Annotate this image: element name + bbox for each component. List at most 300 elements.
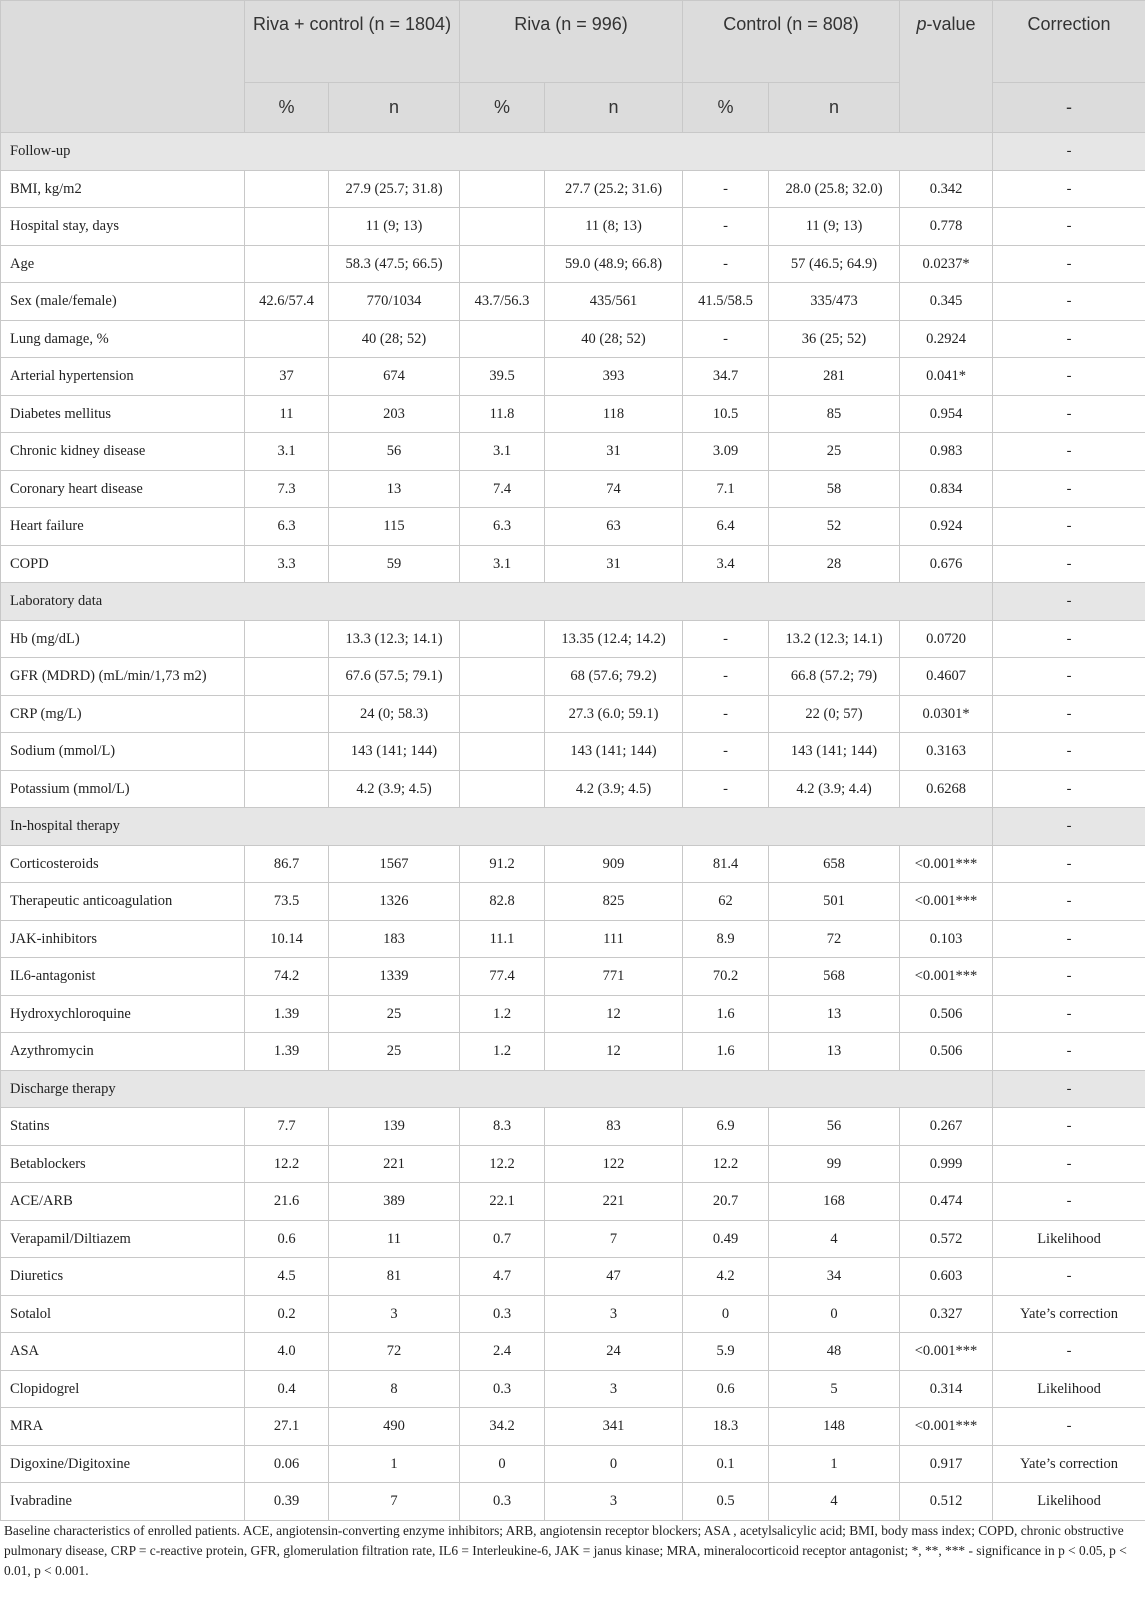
combined-n-cell: 7 bbox=[329, 1483, 460, 1521]
control-percent-cell: 81.4 bbox=[683, 845, 769, 883]
pvalue-cell: 0.506 bbox=[900, 995, 993, 1033]
riva-percent-cell: 3.1 bbox=[460, 545, 545, 583]
row-label: Digoxine/Digitoxine bbox=[1, 1445, 245, 1483]
row-label: Hb (mg/dL) bbox=[1, 620, 245, 658]
table-row bbox=[1, 1445, 1145, 1483]
control-n-cell: 58 bbox=[769, 470, 900, 508]
combined-n-cell: 143 (141; 144) bbox=[329, 733, 460, 771]
correction-cell: - bbox=[993, 1183, 1145, 1221]
pvalue-cell: 0.6268 bbox=[900, 770, 993, 808]
control-n-cell: 36 (25; 52) bbox=[769, 320, 900, 358]
control-n-cell: 11 (9; 13) bbox=[769, 208, 900, 246]
combined-percent-cell: 0.2 bbox=[245, 1295, 329, 1333]
correction-cell: - bbox=[993, 170, 1145, 208]
pvalue-cell: 0.267 bbox=[900, 1108, 993, 1146]
riva-n-cell: 63 bbox=[545, 508, 683, 546]
section-row bbox=[1, 1070, 1145, 1108]
table-row bbox=[1, 1183, 1145, 1221]
riva-percent-cell bbox=[460, 620, 545, 658]
header-blank-cell bbox=[1, 1, 245, 133]
correction-cell: - bbox=[993, 433, 1145, 471]
row-label: Betablockers bbox=[1, 1145, 245, 1183]
combined-percent-cell: 6.3 bbox=[245, 508, 329, 546]
row-label: JAK-inhibitors bbox=[1, 920, 245, 958]
header-pvalue-rest: -value bbox=[926, 14, 976, 34]
combined-n-cell: 389 bbox=[329, 1183, 460, 1221]
subheader-percent: % bbox=[460, 83, 545, 133]
control-n-cell: 13 bbox=[769, 995, 900, 1033]
control-percent-cell: 3.4 bbox=[683, 545, 769, 583]
control-percent-cell: 70.2 bbox=[683, 958, 769, 996]
row-label: Hydroxychloroquine bbox=[1, 995, 245, 1033]
riva-n-cell: 27.7 (25.2; 31.6) bbox=[545, 170, 683, 208]
correction-cell: - bbox=[993, 658, 1145, 696]
pvalue-cell: 0.0237* bbox=[900, 245, 993, 283]
riva-percent-cell: 1.2 bbox=[460, 995, 545, 1033]
riva-percent-cell: 39.5 bbox=[460, 358, 545, 396]
pvalue-cell: 0.954 bbox=[900, 395, 993, 433]
correction-cell: - bbox=[993, 283, 1145, 321]
riva-n-cell: 909 bbox=[545, 845, 683, 883]
combined-percent-cell: 0.06 bbox=[245, 1445, 329, 1483]
riva-n-cell: 143 (141; 144) bbox=[545, 733, 683, 771]
control-percent-cell: 8.9 bbox=[683, 920, 769, 958]
correction-cell: - bbox=[993, 320, 1145, 358]
combined-n-cell: 770/1034 bbox=[329, 283, 460, 321]
row-label: Sex (male/female) bbox=[1, 283, 245, 321]
control-n-cell: 56 bbox=[769, 1108, 900, 1146]
row-label: CRP (mg/L) bbox=[1, 695, 245, 733]
riva-n-cell: 74 bbox=[545, 470, 683, 508]
riva-percent-cell: 11.1 bbox=[460, 920, 545, 958]
riva-percent-cell: 77.4 bbox=[460, 958, 545, 996]
combined-percent-cell: 4.0 bbox=[245, 1333, 329, 1371]
riva-percent-cell: 0 bbox=[460, 1445, 545, 1483]
section-row bbox=[1, 133, 1145, 171]
control-n-cell: 57 (46.5; 64.9) bbox=[769, 245, 900, 283]
control-percent-cell: - bbox=[683, 733, 769, 771]
correction-cell: - bbox=[993, 920, 1145, 958]
table-row bbox=[1, 208, 1145, 246]
pvalue-cell: 0.4607 bbox=[900, 658, 993, 696]
control-percent-cell: - bbox=[683, 245, 769, 283]
combined-n-cell: 139 bbox=[329, 1108, 460, 1146]
correction-cell: - bbox=[993, 1258, 1145, 1296]
pvalue-cell: 0.603 bbox=[900, 1258, 993, 1296]
control-n-cell: 25 bbox=[769, 433, 900, 471]
combined-n-cell: 674 bbox=[329, 358, 460, 396]
pvalue-cell: 0.327 bbox=[900, 1295, 993, 1333]
combined-percent-cell: 7.3 bbox=[245, 470, 329, 508]
subheader-n: n bbox=[545, 83, 683, 133]
table-row bbox=[1, 395, 1145, 433]
riva-n-cell: 83 bbox=[545, 1108, 683, 1146]
section-heading: Discharge therapy bbox=[1, 1070, 993, 1108]
correction-cell: - bbox=[993, 583, 1145, 621]
table-row bbox=[1, 170, 1145, 208]
combined-n-cell: 72 bbox=[329, 1333, 460, 1371]
control-percent-cell: - bbox=[683, 695, 769, 733]
table-row bbox=[1, 1108, 1145, 1146]
control-n-cell: 658 bbox=[769, 845, 900, 883]
table-row bbox=[1, 958, 1145, 996]
table-body bbox=[1, 133, 1145, 1521]
row-label: GFR (MDRD) (mL/min/1,73 m2) bbox=[1, 658, 245, 696]
combined-percent-cell: 73.5 bbox=[245, 883, 329, 921]
combined-n-cell: 4.2 (3.9; 4.5) bbox=[329, 770, 460, 808]
combined-n-cell: 81 bbox=[329, 1258, 460, 1296]
combined-percent-cell bbox=[245, 208, 329, 246]
riva-n-cell: 111 bbox=[545, 920, 683, 958]
pvalue-cell: 0.512 bbox=[900, 1483, 993, 1521]
correction-cell: - bbox=[993, 695, 1145, 733]
subheader-percent: % bbox=[245, 83, 329, 133]
table-row bbox=[1, 1033, 1145, 1071]
pvalue-cell: 0.345 bbox=[900, 283, 993, 321]
riva-n-cell: 47 bbox=[545, 1258, 683, 1296]
control-percent-cell: - bbox=[683, 770, 769, 808]
row-label: IL6-antagonist bbox=[1, 958, 245, 996]
combined-n-cell: 27.9 (25.7; 31.8) bbox=[329, 170, 460, 208]
control-percent-cell: - bbox=[683, 320, 769, 358]
riva-percent-cell: 4.7 bbox=[460, 1258, 545, 1296]
subheader-n: n bbox=[329, 83, 460, 133]
pvalue-cell: <0.001*** bbox=[900, 845, 993, 883]
riva-n-cell: 0 bbox=[545, 1445, 683, 1483]
pvalue-cell: 0.314 bbox=[900, 1370, 993, 1408]
combined-n-cell: 67.6 (57.5; 79.1) bbox=[329, 658, 460, 696]
control-percent-cell: 12.2 bbox=[683, 1145, 769, 1183]
correction-cell: - bbox=[993, 1333, 1145, 1371]
correction-cell: - bbox=[993, 620, 1145, 658]
riva-n-cell: 12 bbox=[545, 1033, 683, 1071]
row-label: Sotalol bbox=[1, 1295, 245, 1333]
row-label: Verapamil/Diltiazem bbox=[1, 1220, 245, 1258]
correction-cell: - bbox=[993, 1408, 1145, 1446]
control-percent-cell: 5.9 bbox=[683, 1333, 769, 1371]
combined-percent-cell: 27.1 bbox=[245, 1408, 329, 1446]
combined-n-cell: 13.3 (12.3; 14.1) bbox=[329, 620, 460, 658]
table-row bbox=[1, 433, 1145, 471]
pvalue-cell: 0.0720 bbox=[900, 620, 993, 658]
pvalue-cell: 0.041* bbox=[900, 358, 993, 396]
control-n-cell: 0 bbox=[769, 1295, 900, 1333]
control-n-cell: 28.0 (25.8; 32.0) bbox=[769, 170, 900, 208]
control-percent-cell: - bbox=[683, 620, 769, 658]
pvalue-cell: 0.572 bbox=[900, 1220, 993, 1258]
table-row bbox=[1, 1370, 1145, 1408]
combined-n-cell: 40 (28; 52) bbox=[329, 320, 460, 358]
riva-n-cell: 59.0 (48.9; 66.8) bbox=[545, 245, 683, 283]
header-group-riva: Riva (n = 996) bbox=[460, 1, 683, 83]
header-correction: Correction bbox=[993, 1, 1145, 83]
combined-n-cell: 13 bbox=[329, 470, 460, 508]
control-n-cell: 85 bbox=[769, 395, 900, 433]
riva-percent-cell bbox=[460, 208, 545, 246]
control-n-cell: 4 bbox=[769, 1220, 900, 1258]
correction-cell: - bbox=[993, 1145, 1145, 1183]
riva-n-cell: 118 bbox=[545, 395, 683, 433]
table-row bbox=[1, 470, 1145, 508]
riva-percent-cell bbox=[460, 658, 545, 696]
combined-percent-cell: 7.7 bbox=[245, 1108, 329, 1146]
correction-cell: Likelihood bbox=[993, 1220, 1145, 1258]
riva-n-cell: 40 (28; 52) bbox=[545, 320, 683, 358]
combined-percent-cell bbox=[245, 245, 329, 283]
riva-percent-cell bbox=[460, 695, 545, 733]
combined-percent-cell: 3.3 bbox=[245, 545, 329, 583]
combined-n-cell: 25 bbox=[329, 1033, 460, 1071]
pvalue-cell: 0.924 bbox=[900, 508, 993, 546]
table-row bbox=[1, 545, 1145, 583]
riva-percent-cell: 82.8 bbox=[460, 883, 545, 921]
row-label: Corticosteroids bbox=[1, 845, 245, 883]
correction-cell: - bbox=[993, 545, 1145, 583]
row-label: Arterial hypertension bbox=[1, 358, 245, 396]
riva-percent-cell: 43.7/56.3 bbox=[460, 283, 545, 321]
control-n-cell: 1 bbox=[769, 1445, 900, 1483]
correction-cell: - bbox=[993, 733, 1145, 771]
control-n-cell: 72 bbox=[769, 920, 900, 958]
control-percent-cell: 4.2 bbox=[683, 1258, 769, 1296]
combined-n-cell: 1339 bbox=[329, 958, 460, 996]
pvalue-cell: 0.676 bbox=[900, 545, 993, 583]
control-percent-cell: 0 bbox=[683, 1295, 769, 1333]
riva-n-cell: 31 bbox=[545, 545, 683, 583]
riva-percent-cell: 0.7 bbox=[460, 1220, 545, 1258]
control-n-cell: 335/473 bbox=[769, 283, 900, 321]
table-row bbox=[1, 1145, 1145, 1183]
section-heading: Laboratory data bbox=[1, 583, 993, 621]
row-label: Clopidogrel bbox=[1, 1370, 245, 1408]
table-row bbox=[1, 695, 1145, 733]
row-label: Azythromycin bbox=[1, 1033, 245, 1071]
combined-n-cell: 203 bbox=[329, 395, 460, 433]
riva-percent-cell: 3.1 bbox=[460, 433, 545, 471]
riva-percent-cell: 0.3 bbox=[460, 1370, 545, 1408]
riva-percent-cell bbox=[460, 170, 545, 208]
table-row bbox=[1, 733, 1145, 771]
combined-percent-cell: 37 bbox=[245, 358, 329, 396]
control-percent-cell: 34.7 bbox=[683, 358, 769, 396]
correction-cell: - bbox=[993, 883, 1145, 921]
combined-percent-cell: 86.7 bbox=[245, 845, 329, 883]
correction-cell: - bbox=[993, 808, 1145, 846]
row-label: Heart failure bbox=[1, 508, 245, 546]
section-heading: Follow-up bbox=[1, 133, 993, 171]
table-row bbox=[1, 358, 1145, 396]
control-percent-cell: 0.1 bbox=[683, 1445, 769, 1483]
row-label: ASA bbox=[1, 1333, 245, 1371]
control-percent-cell: 0.5 bbox=[683, 1483, 769, 1521]
correction-cell: Likelihood bbox=[993, 1370, 1145, 1408]
riva-n-cell: 24 bbox=[545, 1333, 683, 1371]
row-label: Statins bbox=[1, 1108, 245, 1146]
table-row bbox=[1, 1408, 1145, 1446]
control-percent-cell: 41.5/58.5 bbox=[683, 283, 769, 321]
combined-n-cell: 24 (0; 58.3) bbox=[329, 695, 460, 733]
correction-cell: - bbox=[993, 1033, 1145, 1071]
combined-percent-cell: 3.1 bbox=[245, 433, 329, 471]
riva-n-cell: 27.3 (6.0; 59.1) bbox=[545, 695, 683, 733]
subheader-correction: - bbox=[993, 83, 1145, 133]
control-n-cell: 28 bbox=[769, 545, 900, 583]
combined-n-cell: 1567 bbox=[329, 845, 460, 883]
row-label: Potassium (mmol/L) bbox=[1, 770, 245, 808]
control-n-cell: 281 bbox=[769, 358, 900, 396]
control-percent-cell: 10.5 bbox=[683, 395, 769, 433]
combined-percent-cell: 12.2 bbox=[245, 1145, 329, 1183]
row-label: Chronic kidney disease bbox=[1, 433, 245, 471]
control-percent-cell: 6.9 bbox=[683, 1108, 769, 1146]
correction-cell: Likelihood bbox=[993, 1483, 1145, 1521]
combined-percent-cell: 10.14 bbox=[245, 920, 329, 958]
correction-cell: - bbox=[993, 1070, 1145, 1108]
combined-n-cell: 58.3 (47.5; 66.5) bbox=[329, 245, 460, 283]
header-group-control: Control (n = 808) bbox=[683, 1, 900, 83]
table-row bbox=[1, 1220, 1145, 1258]
riva-percent-cell: 12.2 bbox=[460, 1145, 545, 1183]
control-n-cell: 13 bbox=[769, 1033, 900, 1071]
combined-n-cell: 11 bbox=[329, 1220, 460, 1258]
correction-cell: - bbox=[993, 508, 1145, 546]
combined-percent-cell bbox=[245, 770, 329, 808]
table-row bbox=[1, 995, 1145, 1033]
correction-cell: Yate’s correction bbox=[993, 1295, 1145, 1333]
combined-percent-cell: 1.39 bbox=[245, 995, 329, 1033]
table-row bbox=[1, 883, 1145, 921]
control-n-cell: 148 bbox=[769, 1408, 900, 1446]
control-n-cell: 34 bbox=[769, 1258, 900, 1296]
control-percent-cell: 6.4 bbox=[683, 508, 769, 546]
riva-n-cell: 435/561 bbox=[545, 283, 683, 321]
control-percent-cell: 62 bbox=[683, 883, 769, 921]
control-percent-cell: 0.49 bbox=[683, 1220, 769, 1258]
riva-n-cell: 7 bbox=[545, 1220, 683, 1258]
combined-percent-cell: 11 bbox=[245, 395, 329, 433]
combined-n-cell: 59 bbox=[329, 545, 460, 583]
row-label: Diuretics bbox=[1, 1258, 245, 1296]
table-row bbox=[1, 920, 1145, 958]
table-row bbox=[1, 658, 1145, 696]
combined-percent-cell bbox=[245, 733, 329, 771]
control-n-cell: 5 bbox=[769, 1370, 900, 1408]
riva-n-cell: 3 bbox=[545, 1370, 683, 1408]
control-percent-cell: 1.6 bbox=[683, 1033, 769, 1071]
control-percent-cell: - bbox=[683, 208, 769, 246]
combined-n-cell: 11 (9; 13) bbox=[329, 208, 460, 246]
table-row bbox=[1, 1483, 1145, 1521]
riva-n-cell: 825 bbox=[545, 883, 683, 921]
subheader-percent: % bbox=[683, 83, 769, 133]
riva-percent-cell: 11.8 bbox=[460, 395, 545, 433]
pvalue-cell: 0.3163 bbox=[900, 733, 993, 771]
pvalue-cell: 0.999 bbox=[900, 1145, 993, 1183]
row-label: BMI, kg/m2 bbox=[1, 170, 245, 208]
section-row bbox=[1, 583, 1145, 621]
pvalue-cell: 0.778 bbox=[900, 208, 993, 246]
row-label: Ivabradine bbox=[1, 1483, 245, 1521]
row-label: Age bbox=[1, 245, 245, 283]
combined-n-cell: 490 bbox=[329, 1408, 460, 1446]
table-row bbox=[1, 845, 1145, 883]
riva-percent-cell: 6.3 bbox=[460, 508, 545, 546]
table-row bbox=[1, 1258, 1145, 1296]
control-percent-cell: 0.6 bbox=[683, 1370, 769, 1408]
combined-percent-cell bbox=[245, 695, 329, 733]
combined-percent-cell bbox=[245, 658, 329, 696]
riva-percent-cell: 0.3 bbox=[460, 1483, 545, 1521]
combined-percent-cell bbox=[245, 620, 329, 658]
row-label: Hospital stay, days bbox=[1, 208, 245, 246]
pvalue-cell: 0.342 bbox=[900, 170, 993, 208]
combined-percent-cell bbox=[245, 320, 329, 358]
correction-cell: - bbox=[993, 845, 1145, 883]
row-label: Sodium (mmol/L) bbox=[1, 733, 245, 771]
combined-percent-cell: 0.39 bbox=[245, 1483, 329, 1521]
combined-percent-cell: 21.6 bbox=[245, 1183, 329, 1221]
pvalue-cell: 0.834 bbox=[900, 470, 993, 508]
pvalue-cell: 0.506 bbox=[900, 1033, 993, 1071]
header-pvalue bbox=[900, 1, 993, 133]
pvalue-cell: <0.001*** bbox=[900, 1408, 993, 1446]
control-n-cell: 13.2 (12.3; 14.1) bbox=[769, 620, 900, 658]
table-row bbox=[1, 508, 1145, 546]
table-row bbox=[1, 620, 1145, 658]
pvalue-cell: <0.001*** bbox=[900, 958, 993, 996]
pvalue-cell: 0.917 bbox=[900, 1445, 993, 1483]
subheader-n: n bbox=[769, 83, 900, 133]
pvalue-cell: 0.474 bbox=[900, 1183, 993, 1221]
combined-n-cell: 8 bbox=[329, 1370, 460, 1408]
row-label: Coronary heart disease bbox=[1, 470, 245, 508]
combined-percent-cell: 0.6 bbox=[245, 1220, 329, 1258]
control-n-cell: 99 bbox=[769, 1145, 900, 1183]
combined-n-cell: 183 bbox=[329, 920, 460, 958]
pvalue-cell: <0.001*** bbox=[900, 1333, 993, 1371]
riva-percent-cell bbox=[460, 733, 545, 771]
table-row bbox=[1, 245, 1145, 283]
combined-n-cell: 25 bbox=[329, 995, 460, 1033]
row-label: COPD bbox=[1, 545, 245, 583]
section-heading: In-hospital therapy bbox=[1, 808, 993, 846]
riva-n-cell: 4.2 (3.9; 4.5) bbox=[545, 770, 683, 808]
control-percent-cell: - bbox=[683, 170, 769, 208]
control-n-cell: 501 bbox=[769, 883, 900, 921]
combined-n-cell: 115 bbox=[329, 508, 460, 546]
table-row bbox=[1, 320, 1145, 358]
correction-cell: - bbox=[993, 133, 1145, 171]
control-n-cell: 52 bbox=[769, 508, 900, 546]
correction-cell: - bbox=[993, 958, 1145, 996]
combined-percent-cell: 1.39 bbox=[245, 1033, 329, 1071]
table-row bbox=[1, 283, 1145, 321]
riva-percent-cell bbox=[460, 245, 545, 283]
combined-n-cell: 1326 bbox=[329, 883, 460, 921]
control-percent-cell: 1.6 bbox=[683, 995, 769, 1033]
riva-percent-cell: 34.2 bbox=[460, 1408, 545, 1446]
combined-n-cell: 1 bbox=[329, 1445, 460, 1483]
riva-n-cell: 341 bbox=[545, 1408, 683, 1446]
pvalue-cell: 0.2924 bbox=[900, 320, 993, 358]
riva-n-cell: 13.35 (12.4; 14.2) bbox=[545, 620, 683, 658]
correction-cell: - bbox=[993, 245, 1145, 283]
correction-cell: - bbox=[993, 358, 1145, 396]
row-label: Therapeutic anticoagulation bbox=[1, 883, 245, 921]
control-percent-cell: - bbox=[683, 658, 769, 696]
control-n-cell: 568 bbox=[769, 958, 900, 996]
combined-percent-cell: 42.6/57.4 bbox=[245, 283, 329, 321]
